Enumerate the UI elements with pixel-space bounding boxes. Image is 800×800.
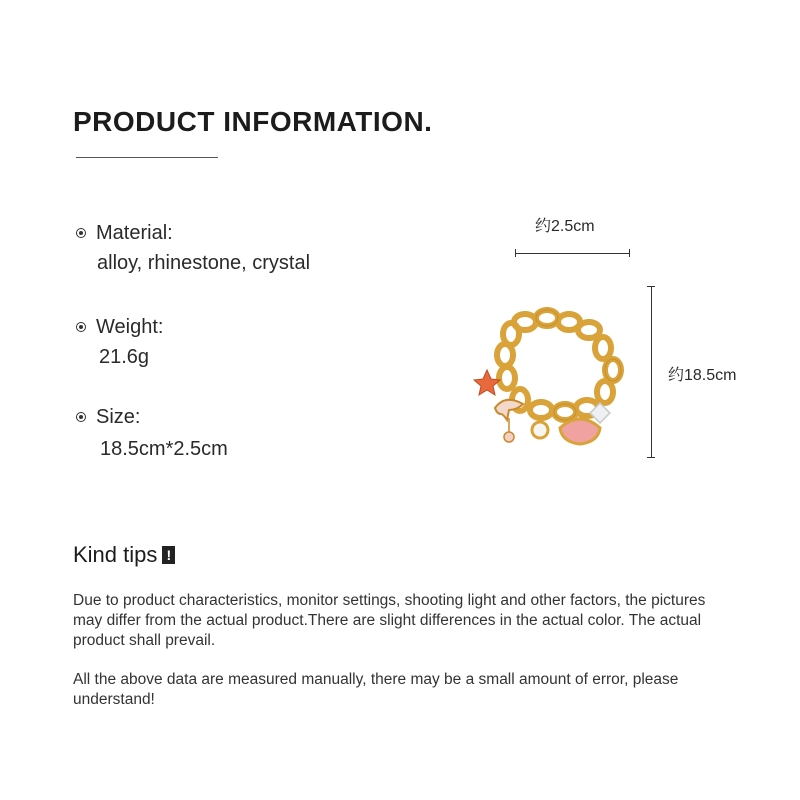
- spec-material: [76, 220, 310, 275]
- tips-paragraph-2: All the above data are measured manually, there may be a small amount of error, please understand!: [73, 671, 679, 708]
- width-dimension-line: [515, 253, 629, 254]
- kind-tips-heading: [73, 542, 175, 568]
- spec-label: Weight:: [96, 315, 164, 338]
- height-dimension-label: 约18.5cm: [668, 367, 737, 384]
- height-dimension-cap-bottom: [647, 457, 655, 458]
- warning-icon: !: [162, 546, 175, 564]
- page-title: PRODUCT INFORMATION.: [73, 106, 433, 137]
- spec-value: 18.5cm*2.5cm: [100, 438, 228, 460]
- bullet-icon: [76, 228, 86, 238]
- height-dimension-cap-top: [647, 286, 655, 287]
- spec-weight: [76, 314, 163, 369]
- spec-label: Size:: [96, 405, 141, 428]
- title-underline: [76, 157, 218, 158]
- bullet-icon: [76, 322, 86, 332]
- width-dimension-cap-right: [629, 249, 630, 257]
- spec-size: [76, 404, 228, 461]
- kind-tips-title: Kind tips: [73, 542, 158, 567]
- bracelet-image: [465, 300, 640, 460]
- height-dimension-line: [651, 286, 652, 457]
- width-dimension-cap-left: [515, 249, 516, 257]
- spec-value: alloy, rhinestone, crystal: [97, 252, 311, 274]
- spec-value: 21.6g: [99, 346, 150, 368]
- spec-label: Material:: [96, 221, 173, 244]
- tips-paragraph-1: Due to product characteristics, monitor settings, shooting light and other factors, the pictures may differ from the actual product.There are slight differences in the actual color. The actual product shall prevail.: [73, 592, 706, 649]
- bullet-icon: [76, 412, 86, 422]
- width-dimension-label: 约2.5cm: [535, 218, 595, 235]
